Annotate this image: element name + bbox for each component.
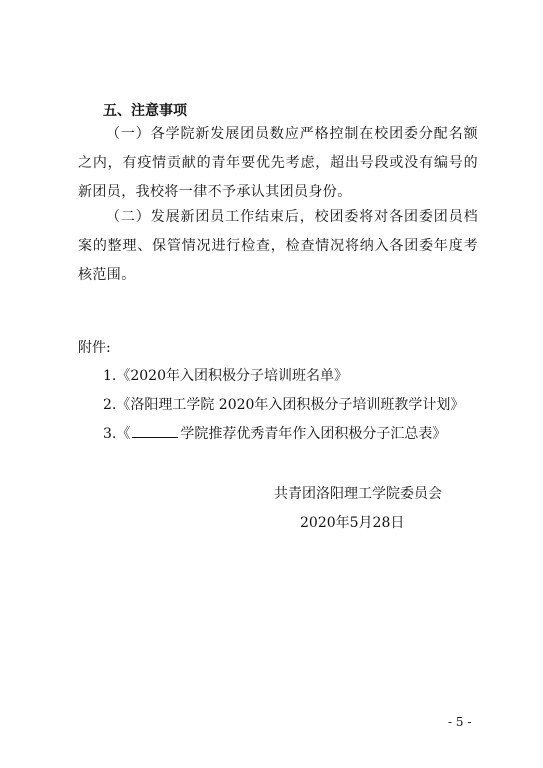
page-number: - 5 - — [448, 715, 472, 729]
attachment-item-1: 1.《2020年入团积极分子培训班名单》 — [103, 368, 348, 384]
signature-date: 2020年5月28日 — [300, 515, 405, 531]
attachments-label: 附件: — [78, 340, 111, 356]
section-heading: 五、注意事项 — [103, 103, 187, 119]
attachment-item-2: 2.《洛阳理工学院 2020年入团积极分子培训班教学计划》 — [103, 397, 465, 413]
attachment-item-3-prefix: 3.《 — [103, 426, 131, 442]
notice-paragraph-2: （二）发展新团员工作结束后，校团委将对各团委团员档案的整理、保管情况进行检查，检查情况将纳入各团委年度考核范围。 — [78, 209, 478, 283]
attachment-item-3 — [103, 425, 446, 443]
fill-in-blank — [132, 425, 178, 438]
notice-paragraph-1: （一）各学院新发展团员数应严格控制在校团委分配名额之内，有疫情贡献的青年要优先考虑，超出号段或没有编号的新团员，我校将一律不予承认其团员身份。 — [78, 126, 478, 200]
signature-organization: 共青团洛阳理工学院委员会 — [274, 486, 442, 502]
attachment-item-3-suffix: 学院推荐优秀青年作入团积极分子汇总表》 — [180, 426, 447, 442]
